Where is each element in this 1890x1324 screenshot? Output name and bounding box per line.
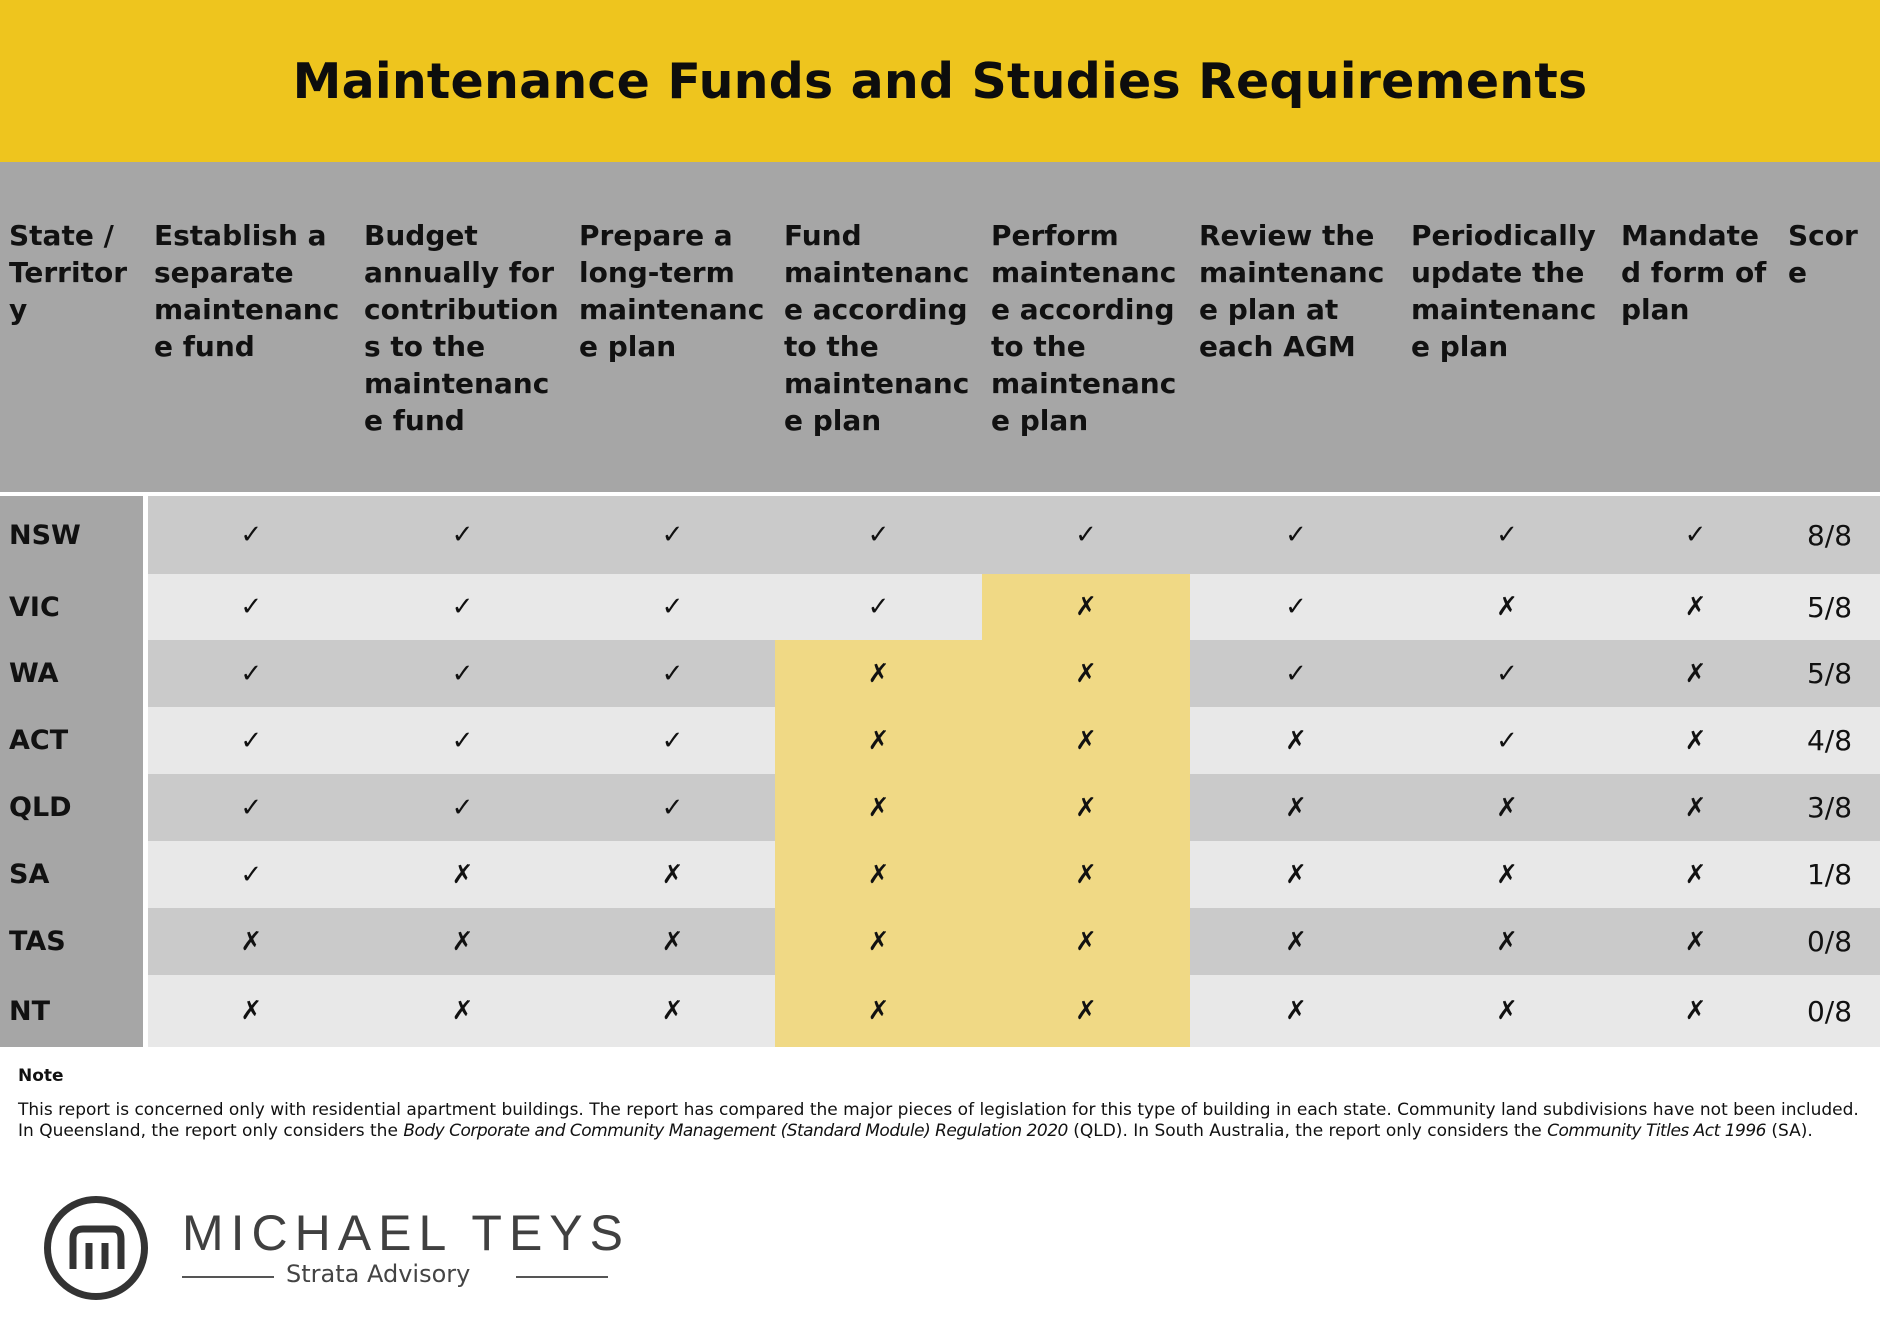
table-row-nsw [0,496,1880,574]
cross-mark-cell: ✗ [355,975,570,1047]
check-mark-cell: ✓ [1190,640,1402,707]
score-cell: 8/8 [1779,496,1880,574]
logo-rule-right [516,1276,608,1278]
check-mark-cell: ✓ [355,574,570,640]
score-cell: 3/8 [1779,774,1880,841]
check-mark-cell: ✓ [570,496,775,574]
table-row-tas [0,908,1880,975]
cross-mark-cell: ✗ [982,841,1190,908]
score-cell: 0/8 [1779,975,1880,1047]
check-mark-cell: ✓ [355,774,570,841]
state-cell: TAS [0,908,145,975]
header-long-term-plan: Prepare a long-term maintenance plan [570,162,775,492]
note-section [18,1066,1863,1142]
check-mark-cell: ✓ [1402,496,1612,574]
logo-wordmark: MICHAEL TEYS [182,1205,630,1261]
cross-mark-cell: ✗ [982,774,1190,841]
state-cell: NT [0,975,145,1047]
check-mark-cell: ✓ [145,496,355,574]
cross-mark-cell: ✗ [570,908,775,975]
cross-mark-cell: ✗ [1190,975,1402,1047]
cross-mark-cell: ✗ [1612,841,1779,908]
cross-mark-cell: ✗ [1402,975,1612,1047]
check-mark-cell: ✓ [570,574,775,640]
check-mark-cell: ✓ [1402,707,1612,774]
table-row-nt [0,975,1880,1047]
cross-mark-cell: ✗ [1612,640,1779,707]
cross-mark-cell: ✗ [982,574,1190,640]
cross-mark-cell: ✗ [982,707,1190,774]
cross-mark-cell: ✗ [775,707,982,774]
requirements-table-container [0,162,1880,1047]
check-mark-cell: ✓ [1402,640,1612,707]
cross-mark-cell: ✗ [982,975,1190,1047]
check-mark-cell: ✓ [1612,496,1779,574]
table-row-wa [0,640,1880,707]
note-italic-sa-act: Community Titles Act 1996 [1547,1121,1766,1141]
header-state: State / Territory [0,162,145,492]
check-mark-cell: ✓ [775,574,982,640]
check-mark-cell: ✓ [1190,574,1402,640]
header-score: Score [1779,162,1880,492]
state-cell: WA [0,640,145,707]
cross-mark-cell: ✗ [1612,707,1779,774]
check-mark-cell: ✓ [145,640,355,707]
note-title: Note [18,1066,64,1086]
table-row-act [0,707,1880,774]
page-title: Maintenance Funds and Studies Requirements [292,52,1588,110]
cross-mark-cell: ✗ [1402,841,1612,908]
state-cell: QLD [0,774,145,841]
cross-mark-cell: ✗ [1612,774,1779,841]
check-mark-cell: ✓ [355,496,570,574]
logo-rule-left [182,1276,274,1278]
cross-mark-cell: ✗ [145,908,355,975]
state-cell: NSW [0,496,145,574]
note-text-2: (QLD). In South Australia, the report only considers the [1067,1121,1548,1141]
cross-mark-cell: ✗ [775,774,982,841]
state-cell: SA [0,841,145,908]
cross-mark-cell: ✗ [355,908,570,975]
cross-mark-cell: ✗ [570,841,775,908]
state-cell: VIC [0,574,145,640]
header-periodic-update: Periodically update the maintenance plan [1402,162,1612,492]
table-row-sa [0,841,1880,908]
cross-mark-cell: ✗ [1190,707,1402,774]
cross-mark-cell: ✗ [775,640,982,707]
check-mark-cell: ✓ [145,707,355,774]
cross-mark-cell: ✗ [1402,774,1612,841]
state-cell: ACT [0,707,145,774]
cross-mark-cell: ✗ [775,975,982,1047]
cross-mark-cell: ✗ [1612,975,1779,1047]
header-review-agm: Review the maintenance plan at each AGM [1190,162,1402,492]
header-fund-per-plan: Fund maintenance according to the maintenance plan [775,162,982,492]
score-cell: 5/8 [1779,574,1880,640]
check-mark-cell: ✓ [145,774,355,841]
header-perform-per-plan: Perform maintenance according to the maintenance plan [982,162,1190,492]
table-header-row [0,162,1880,492]
title-banner [0,0,1880,162]
cross-mark-cell: ✗ [355,841,570,908]
header-separate-fund: Establish a separate maintenance fund [145,162,355,492]
cross-mark-cell: ✗ [570,975,775,1047]
table-row-vic [0,574,1880,640]
cross-mark-cell: ✗ [1402,574,1612,640]
check-mark-cell: ✓ [1190,496,1402,574]
cross-mark-cell: ✗ [1612,574,1779,640]
score-cell: 4/8 [1779,707,1880,774]
cross-mark-cell: ✗ [982,640,1190,707]
check-mark-cell: ✓ [570,707,775,774]
note-text [18,1100,1863,1142]
check-mark-cell: ✓ [145,841,355,908]
check-mark-cell: ✓ [775,496,982,574]
score-cell: 5/8 [1779,640,1880,707]
check-mark-cell: ✓ [570,640,775,707]
table-row-qld [0,774,1880,841]
header-mandated-form: Mandated form of plan [1612,162,1779,492]
score-cell: 0/8 [1779,908,1880,975]
cross-mark-cell: ✗ [775,908,982,975]
cross-mark-cell: ✗ [1190,908,1402,975]
check-mark-cell: ✓ [570,774,775,841]
note-text-1: This report is concerned only with residential apartment buildings. The report has compared the major pieces of legislation for this type of building in each state. Community land subdivisions have not been included. In Queensland, the report only considers the [18,1100,1859,1141]
cross-mark-cell: ✗ [145,975,355,1047]
cross-mark-cell: ✗ [1190,774,1402,841]
cross-mark-cell: ✗ [1402,908,1612,975]
logo-emblem-icon [44,1196,148,1300]
score-cell: 1/8 [1779,841,1880,908]
check-mark-cell: ✓ [355,640,570,707]
note-italic-qld-regulation: Body Corporate and Community Management (Standard Module) Regulation 2020 [403,1121,1068,1141]
company-logo [44,1196,630,1316]
table-body [0,492,1880,1047]
cross-mark-cell: ✗ [1190,841,1402,908]
logo-tagline: Strata Advisory [286,1260,471,1288]
logo-emblem-graphic [51,1203,141,1293]
check-mark-cell: ✓ [355,707,570,774]
check-mark-cell: ✓ [982,496,1190,574]
cross-mark-cell: ✗ [1612,908,1779,975]
requirements-table [0,162,1880,1047]
cross-mark-cell: ✗ [775,841,982,908]
header-budget-annually: Budget annually for contributions to the maintenance fund [355,162,570,492]
check-mark-cell: ✓ [145,574,355,640]
note-text-3: (SA). [1765,1121,1813,1141]
cross-mark-cell: ✗ [982,908,1190,975]
